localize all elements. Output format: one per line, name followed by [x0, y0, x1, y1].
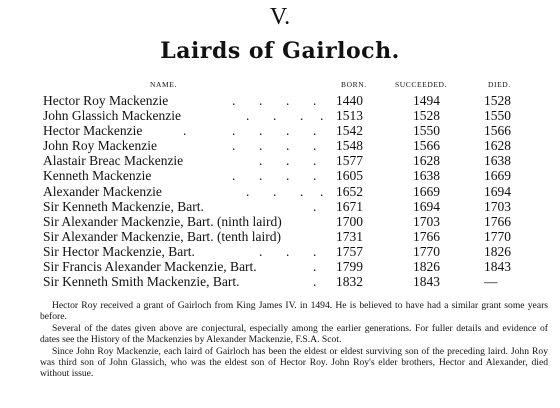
- succeeded-year: 1494: [413, 93, 440, 108]
- born-year: 1671: [336, 198, 363, 214]
- table-row: Sir Kenneth Smith Mackenzie, Bart. . 1832 1843 —: [43, 274, 498, 290]
- born-year: 1440: [336, 93, 363, 108]
- footnote: Several of the dates given above are conjectural, especially among the earlier generations. For fuller details and evidence of dates see the History of the Mackenzies by Alexander Mackenzie, F.S.A. Scot.: [40, 322, 548, 346]
- born-year: 1832: [336, 274, 363, 290]
- laird-name: Sir Alexander Mackenzie, Bart. (ninth laird): [43, 213, 282, 229]
- died-year: 1628: [484, 138, 511, 154]
- died-year: 1528: [484, 93, 511, 108]
- born-year: 1799: [336, 259, 363, 275]
- succeeded-year: 1703: [413, 213, 440, 229]
- laird-name: Sir Alexander Mackenzie, Bart. (tenth laird): [43, 228, 282, 244]
- laird-name: Sir Francis Alexander Mackenzie, Bart.: [43, 259, 257, 275]
- laird-name: Sir Kenneth Smith Mackenzie, Bart.: [43, 274, 240, 290]
- laird-name: Alexander Mackenzie: [43, 183, 162, 199]
- laird-name: Hector Mackenzie: [43, 123, 143, 139]
- table-row: [0, 229, 560, 244]
- table-row: Sir Kenneth Mackenzie, Bart. . 1671 1694 1703: [43, 198, 511, 214]
- died-year: 1703: [484, 198, 511, 214]
- died-year: 1566: [484, 123, 511, 139]
- table-row: Alexander Mackenzie . . . . 1652 1669 1694: [43, 183, 511, 199]
- succeeded-year: 1766: [413, 228, 440, 244]
- chapter-number: V.: [269, 4, 291, 30]
- column-header-died: DIED.: [488, 80, 511, 89]
- born-year: 1731: [336, 228, 363, 244]
- page-title: Lairds of Gairloch.: [160, 38, 400, 64]
- table-row: Hector Roy Mackenzie . . . . 1440 1494 1528: [43, 93, 511, 108]
- succeeded-year: 1566: [413, 138, 440, 154]
- laird-name: John Glassich Mackenzie: [43, 108, 181, 124]
- table-row: Hector Mackenzie . . . . . 1542 1550 1566: [43, 123, 511, 139]
- died-year: 1770: [484, 228, 511, 244]
- died-year: 1826: [484, 243, 511, 259]
- died-year: 1638: [484, 153, 511, 169]
- footnote: Since John Roy Mackenzie, each laird of Gairloch has been the eldest or eldest surviving son of the preceding laird. John Roy was third son of John Glassich, who was the eldest son of Hector Roy. John Roy's elder brothers, Hector and Alexander, died without issue.: [40, 345, 548, 380]
- born-year: 1577: [336, 153, 363, 169]
- table-row: Sir Francis Alexander Mackenzie, Bart. . 1799 1826 1843: [43, 259, 511, 275]
- column-header-succeeded: SUCCEEDED.: [395, 80, 448, 89]
- born-year: 1757: [336, 243, 363, 259]
- laird-name: Sir Hector Mackenzie, Bart.: [43, 243, 195, 259]
- table-row: Kenneth Mackenzie . . . . 1605 1638 1669: [43, 168, 511, 184]
- footnotes: [40, 300, 548, 380]
- succeeded-year: 1628: [413, 153, 440, 169]
- laird-name: Kenneth Mackenzie: [43, 168, 152, 184]
- succeeded-year: 1843: [413, 274, 440, 290]
- born-year: 1542: [336, 123, 363, 139]
- succeeded-year: 1694: [413, 198, 440, 214]
- table-row: Sir Hector Mackenzie, Bart. . . . 1757 1770 1826: [43, 243, 511, 259]
- laird-name: John Roy Mackenzie: [43, 138, 157, 154]
- died-year: 1843: [484, 259, 511, 275]
- column-header-name: NAME.: [150, 80, 177, 89]
- laird-name: Alastair Breac Mackenzie: [43, 153, 184, 169]
- lairds-table: [0, 93, 560, 289]
- table-row: Alastair Breac Mackenzie . . . 1577 1628 1638: [43, 153, 511, 169]
- column-header-born: BORN.: [341, 80, 367, 89]
- table-row: John Roy Mackenzie . . . . 1548 1566 1628: [43, 138, 511, 154]
- died-year: —: [484, 274, 498, 290]
- succeeded-year: 1669: [413, 183, 440, 199]
- died-year: 1694: [484, 183, 511, 199]
- died-year: 1766: [484, 213, 511, 229]
- succeeded-year: 1826: [413, 259, 440, 275]
- laird-name: Sir Kenneth Mackenzie, Bart.: [43, 198, 204, 214]
- born-year: 1652: [336, 183, 363, 199]
- born-year: 1700: [336, 213, 363, 229]
- succeeded-year: 1638: [413, 168, 440, 184]
- succeeded-year: 1550: [413, 123, 440, 139]
- born-year: 1513: [336, 108, 363, 124]
- born-year: 1548: [336, 138, 363, 154]
- died-year: 1550: [484, 108, 511, 124]
- footnote: Hector Roy received a grant of Gairloch from King James IV. in 1494. He is believed to have had a similar grant some years before.: [40, 300, 548, 323]
- table-row: John Glassich Mackenzie . . . . 1513 1528 1550: [43, 108, 511, 124]
- died-year: 1669: [484, 168, 511, 184]
- succeeded-year: 1528: [413, 108, 440, 124]
- succeeded-year: 1770: [413, 243, 440, 259]
- table-row: [0, 214, 560, 229]
- born-year: 1605: [336, 168, 363, 184]
- laird-name: Hector Roy Mackenzie: [43, 93, 169, 108]
